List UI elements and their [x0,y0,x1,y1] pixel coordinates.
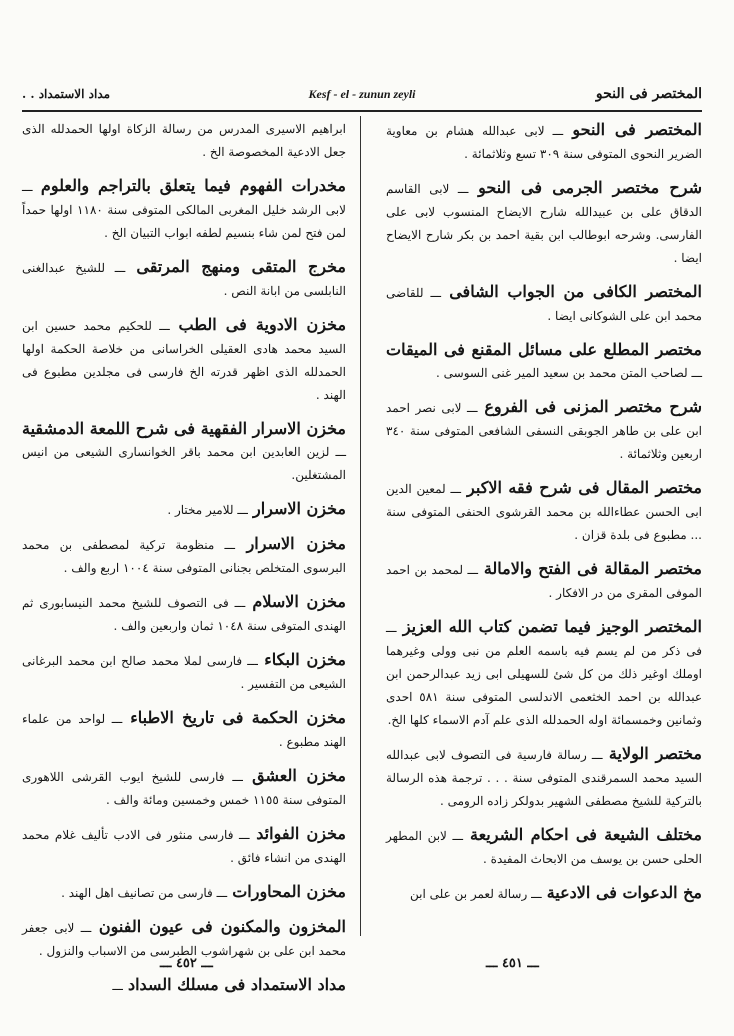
entry-title: مداد الاستمداد فى مسلك السداد [127,975,346,994]
bibliography-entry [386,742,702,813]
bibliography-entry [22,255,346,303]
entry-body: ـــ للامير مختار . [167,503,248,517]
entry-title: المختصر الوجيز فيما تضمن كتاب الله العزيز [402,617,702,636]
entry-body: ـــ رسالة فارسية فى التصوف لابى عبدالله السيد محمد السمرقندى المتوفى سنة . . . ترجمة هذه الرسالة بالتركية للشيخ مصطفى الشهير بدولكر زاده الرومى . [386,748,702,808]
entry-title: مخرج المتقى ومنهج المرتقى [136,257,346,276]
entry-title: مختصر المطلع على مسائل المقنع فى الميقات [386,340,702,359]
page-number-left: ـــ ٤٥٢ ـــ [160,956,213,971]
entry-body: ـــ لابى نصر احمد ابن على بن طاهر الجوبقى النسفى الشافعى المتوفى سنة ٣٤٠ اربعين وثلاثمائة . [386,401,702,461]
entry-title: شرح مختصر المزنى فى الفروع [484,397,702,416]
bibliography-entry [22,313,346,407]
entry-body: ـــ للشيخ عبدالغنى النابلسى من ابانة النص . [22,261,346,298]
entry-title: مخزن الحكمة فى تاريخ الاطباء [130,708,346,727]
bibliography-entry [386,615,702,732]
bibliography-entry [386,280,702,328]
entry-title: المخزون والمكنون فى عيون الفنون [98,917,346,936]
entry-title: مخزن الادوية فى الطب [178,315,347,334]
entry-body: ـــ فى ذكر من لم يسم فيه باسمه العلم من نبى وولى وغيرهما اوملك اوغير ذلك من كل شئ للسهيلى ابى زيد عبدالرحمن ابن عبدالله بن احمد الخثعمى الاندلسى المتوفى سنة ٥٨١ احدى وثمانين وخمسمائة اوله الحمدلله الذى علم آدم الاسماء كلها الخ. [386,621,702,727]
right-column [386,118,702,938]
bibliography-entry [386,118,702,166]
bibliography-entry [386,881,702,906]
bibliography-entry [386,338,702,385]
entry-body: ـــ فارسى منثور فى الادب تأليف غلام محمد الهندى من انشاء فائق . [22,828,346,865]
entry-title: مخزن الاسلام [252,592,347,611]
entry-body: ـــ فارسى من تصانيف اهل الهند . [61,886,228,900]
bibliography-entry [22,497,346,522]
bibliography-entry [22,532,346,580]
entry-body: ـــ [112,979,123,993]
entry-title: مخدرات الفهوم فيما يتعلق بالتراجم والعلوم [40,176,346,195]
entry-title: مخزن العشق [252,766,346,785]
entry-body: ـــ لمعين الدين ابى الحسن عطاءالله بن محمد القرشوى الحنفى المتوفى سنة ... مطبوع فى بلدة قزان . [386,482,702,542]
bibliography-entry [22,590,346,638]
entry-body: ـــ فى التصوف للشيخ محمد النيسابورى ثم الهندى المتوفى سنة ١٠٤٨ ثمان واربعين والف . [22,596,346,633]
header-divider [22,110,702,112]
entry-title: المختصر فى النحو [572,120,702,139]
entry-body: ـــ لزين العابدين ابن محمد باقر الخوانسارى الشيعى من انيس المشتغلين. [22,445,346,482]
entry-title: مختصر المقالة فى الفتح والامالة [483,559,702,578]
bibliography-entry [22,880,346,905]
entry-body: ـــ لابن المطهر الحلى حسن بن يوسف من الابحاث المفيدة . [386,829,702,866]
entry-body: ابراهيم الاسيرى المدرس من رسالة الزكاة اولها الحمدلله الذى جعل الادعية المخصوصة الخ . [22,122,346,159]
entry-body: ـــ لمحمد بن احمد الموفى المقرى من در الافكار . [386,563,702,600]
bibliography-entry [386,476,702,547]
bibliography-entry [386,176,702,270]
entry-title: مخزن الاسرار [252,499,346,518]
entry-title: مختصر المقال فى شرح فقه الاكبر [467,478,702,497]
header-section-title: المختصر فى النحو [595,86,702,102]
bibliography-entry [22,174,346,245]
header-last-entry: مداد الاستمداد . . [22,87,111,101]
bibliography-entry [22,764,346,812]
entry-body: ـــ منظومة تركية لمصطفى بن محمد البرسوى المتخلص بجنانى المتوفى سنة ١٠٠٤ اربع والف . [22,538,346,575]
entry-title: مخزن البكاء [264,650,346,669]
bibliography-entry [22,648,346,696]
entry-body: ـــ لصاحب المتن محمد بن سعيد المير غنى السوسى . [436,366,702,380]
entry-body: ـــ لابى جعفر محمد ابن على بن شهراشوب الطبرسى من الاسباب والنزول . [22,921,346,958]
entry-body: ـــ فارسى للشيخ ايوب القرشى اللاهورى المتوفى سنة ١١٥٥ خمس وخمسين ومائة والف . [22,770,346,807]
bibliography-entry [22,417,346,487]
entry-body: ـــ فارسى لملا محمد صالح ابن محمد البرغانى الشيعى من التفسير . [22,654,346,691]
bibliography-entry [386,823,702,871]
entry-body: ـــ لواحد من علماء الهند مطبوع . [22,712,346,749]
entry-body: ـــ لابى عبدالله هشام بن معاوية الضرير النحوى المتوفى سنة ٣٠٩ تسع وثلاثمائة . [386,124,702,161]
running-header [22,86,702,106]
entry-body: ـــ لابى القاسم الدقاق على بن عبيدالله شارح الايضاح المنسوب لابى على الفارسى. وشرحه ابوطالب ابن بقية احمد بن بكر شارح الايضاح ايضا . [386,182,702,265]
entry-title: مخزن الاسرار الفقهية فى شرح اللمعة الدمشقية [22,419,346,438]
bibliography-entry [386,395,702,466]
bibliography-entry [22,118,346,164]
entry-body: ـــ للحكيم محمد حسين ابن السيد محمد هادى العقيلى الخراسانى من خلاصة الحكمة اولها الحمدلله الذى اظهر قدرته الخ فارسى فى مجلدين مطبوع فى الهند . [22,319,346,402]
bibliography-entry [22,973,346,998]
entry-body: ـــ رسالة لعمر بن على ابن [409,887,542,901]
entry-title: المختصر الكافى من الجواب الشافى [449,282,702,301]
entry-body: ـــ لابى الرشد خليل المغربى المالكى المتوفى سنة ١١٨٠ اولها حمداً لمن فتح لمن شاء بنسيم لطفه ابواب التبيان الخ . [22,180,346,240]
bibliography-entry [22,822,346,870]
entry-body: ـــ للقاضى محمد ابن على الشوكانى ايضا . [386,286,702,323]
entry-title: شرح مختصر الجرمى فى النحو [478,178,702,197]
header-book-title: Kesf - el - zunun zeyli [308,87,416,101]
entry-title: مخزن المحاورات [232,882,346,901]
column-divider [360,116,361,936]
page-number-right: ـــ ٤٥١ ـــ [486,956,539,971]
bibliography-entry [386,557,702,605]
bibliography-entry [22,706,346,754]
entry-title: مخزن الفوائد [256,824,346,843]
entry-title: مخ الدعوات فى الادعية [546,883,702,902]
entry-title: مختلف الشيعة فى احكام الشريعة [470,825,702,844]
entry-title: مختصر الولاية [608,744,702,763]
entry-title: مخزن الاسرار [246,534,346,553]
